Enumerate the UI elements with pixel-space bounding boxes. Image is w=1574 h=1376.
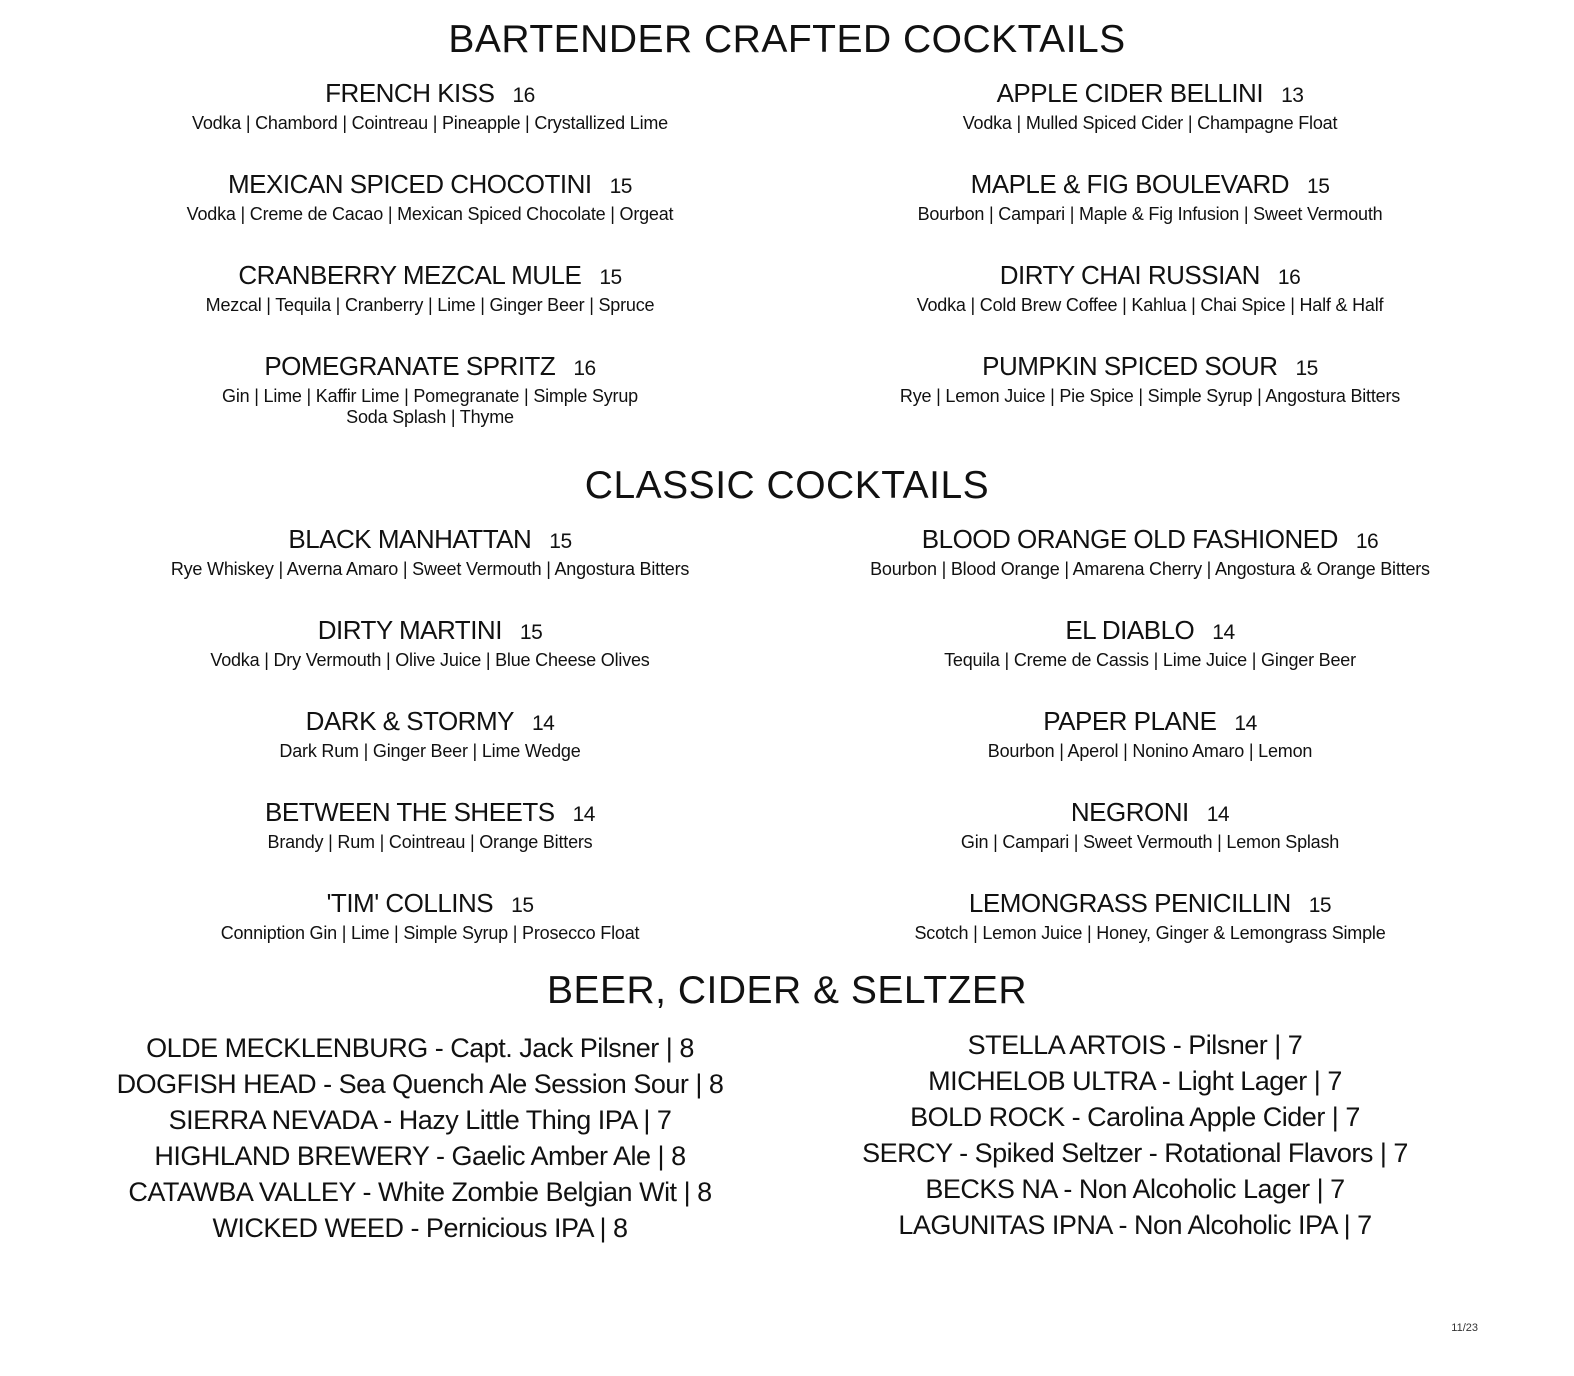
drink-price: 16: [573, 357, 596, 380]
drink-name: DARK & STORMY: [305, 706, 514, 736]
drink-name: BLOOD ORANGE OLD FASHIONED: [921, 524, 1338, 554]
drink-name: DIRTY MARTINI: [317, 615, 502, 645]
drink-ingredients: Rye Whiskey | Averna Amaro | Sweet Vermouth | Angostura Bitters: [170, 559, 690, 579]
drink-price: 16: [512, 84, 535, 107]
drink-item: [800, 524, 1500, 580]
drink-price: 15: [1307, 175, 1330, 198]
drink-item: [800, 169, 1500, 225]
drink-item: [800, 260, 1500, 316]
drink-price: 14: [531, 712, 555, 735]
beer-item: OLDE MECKLENBURG - Capt. Jack Pilsner | 8: [146, 1033, 694, 1063]
drink-title-line: [800, 78, 1500, 111]
crafted-left-column: [80, 78, 780, 438]
drink-name: BLACK MANHATTAN: [288, 524, 532, 554]
beer-section-title: BEER, CIDER & SELTZER: [546, 969, 1028, 1012]
drink-title-line: [800, 615, 1500, 648]
drink-item: [80, 524, 780, 580]
drink-name: POMEGRANATE SPRITZ: [264, 351, 556, 381]
beer-left-list: [50, 1030, 790, 1246]
beer-item: BOLD ROCK - Carolina Apple Cider | 7: [910, 1102, 1360, 1132]
drink-title-line: [800, 351, 1500, 384]
drink-title-line: [80, 78, 780, 111]
drink-item: [800, 615, 1500, 671]
drink-price: 14: [1206, 803, 1230, 826]
classic-right-column: [800, 524, 1500, 954]
drink-price: 16: [1355, 530, 1379, 553]
drink-title-line: [80, 260, 780, 293]
drink-item: [800, 78, 1500, 134]
drink-ingredients: Vodka | Mulled Spiced Cider | Champagne Float: [962, 113, 1338, 133]
drink-item: [80, 888, 780, 944]
drink-title-line: [800, 888, 1500, 921]
menu-date: 11/23: [1451, 1322, 1478, 1334]
beer-item: BECKS NA - Non Alcoholic Lager | 7: [925, 1174, 1345, 1204]
drink-ingredients: Scotch | Lemon Juice | Honey, Ginger & Lemongrass Simple: [914, 923, 1386, 943]
drink-ingredients: Gin | Campari | Sweet Vermouth | Lemon Splash: [960, 832, 1340, 852]
drink-name: BETWEEN THE SHEETS: [265, 797, 555, 827]
drink-item: [800, 797, 1500, 853]
drink-price: 15: [511, 894, 534, 917]
classic-left-column: [80, 524, 780, 954]
drink-ingredients: Mezcal | Tequila | Cranberry | Lime | Ginger Beer | Spruce: [205, 295, 655, 315]
drink-ingredients: Soda Splash | Thyme: [346, 407, 514, 427]
drink-ingredients: Bourbon | Campari | Maple & Fig Infusion | Sweet Vermouth: [917, 204, 1383, 224]
drink-name: MAPLE & FIG BOULEVARD: [970, 169, 1290, 199]
drink-name: MEXICAN SPICED CHOCOTINI: [228, 169, 592, 199]
drink-name: NEGRONI: [1070, 797, 1189, 827]
drink-name: LEMONGRASS PENICILLIN: [968, 888, 1291, 918]
drink-ingredients: Vodka | Chambord | Cointreau | Pineapple | Crystallized Lime: [192, 113, 668, 133]
drink-title-line: [80, 797, 780, 830]
drink-item: [80, 169, 780, 225]
drink-title-line: [800, 260, 1500, 293]
drink-title-line: [80, 169, 780, 202]
drink-price: 16: [1277, 266, 1301, 289]
drink-ingredients: Conniption Gin | Lime | Simple Syrup | Prosecco Float: [220, 923, 640, 943]
drink-ingredients: Bourbon | Aperol | Nonino Amaro | Lemon: [987, 741, 1313, 761]
drink-item: [800, 351, 1500, 407]
drink-ingredients: Tequila | Creme de Cassis | Lime Juice | Ginger Beer: [944, 650, 1356, 670]
drink-ingredients: Bourbon | Blood Orange | Amarena Cherry | Angostura & Orange Bitters: [870, 559, 1430, 579]
drink-name: FRENCH KISS: [325, 78, 495, 108]
drink-name: PUMPKIN SPICED SOUR: [982, 351, 1278, 381]
drink-name: EL DIABLO: [1065, 615, 1195, 645]
drink-item: [80, 706, 780, 762]
crafted-right-column: [800, 78, 1500, 438]
beer-item: DOGFISH HEAD - Sea Quench Ale Session Sour | 8: [116, 1069, 724, 1099]
drink-item: [80, 351, 780, 428]
drink-ingredients: Rye | Lemon Juice | Pie Spice | Simple Syrup | Angostura Bitters: [899, 386, 1401, 406]
drink-price: 15: [609, 175, 632, 198]
drink-ingredients: Gin | Lime | Kaffir Lime | Pomegranate | Simple Syrup: [222, 386, 638, 406]
drink-name: PAPER PLANE: [1043, 706, 1217, 736]
drink-title-line: [80, 351, 780, 384]
drink-title-line: [80, 615, 780, 648]
drink-price: 14: [572, 803, 595, 826]
drink-item: [80, 260, 780, 316]
drink-ingredients: Vodka | Cold Brew Coffee | Kahlua | Chai Spice | Half & Half: [916, 295, 1384, 315]
drink-title-line: [800, 797, 1500, 830]
drink-price: 13: [1281, 84, 1304, 107]
drink-price: 14: [1212, 621, 1235, 644]
drink-price: 15: [1295, 357, 1318, 380]
beer-item: MICHELOB ULTRA - Light Lager | 7: [928, 1066, 1342, 1096]
drink-name: 'TIM' COLLINS: [326, 888, 494, 918]
drink-price: 15: [1308, 894, 1332, 917]
beer-item: STELLA ARTOIS - Pilsner | 7: [967, 1030, 1303, 1060]
beer-right-list: [790, 1027, 1480, 1243]
drink-name: CRANBERRY MEZCAL MULE: [238, 260, 582, 290]
drink-title-line: [800, 524, 1500, 557]
beer-item: SIERRA NEVADA - Hazy Little Thing IPA | 7: [168, 1105, 672, 1135]
drink-ingredients: Dark Rum | Ginger Beer | Lime Wedge: [279, 741, 581, 761]
drink-item: [80, 797, 780, 853]
beer-item: LAGUNITAS IPNA - Non Alcoholic IPA | 7: [898, 1210, 1372, 1240]
drink-name: DIRTY CHAI RUSSIAN: [999, 260, 1260, 290]
drink-item: [800, 888, 1500, 944]
classic-section-title: CLASSIC COCKTAILS: [584, 464, 990, 507]
drink-price: 15: [599, 266, 622, 289]
drink-item: [80, 615, 780, 671]
drink-title-line: [80, 524, 780, 557]
drink-ingredients: Brandy | Rum | Cointreau | Orange Bitters: [267, 832, 593, 852]
drink-item: [800, 706, 1500, 762]
crafted-section-title: BARTENDER CRAFTED COCKTAILS: [448, 18, 1126, 61]
drink-ingredients: Vodka | Creme de Cacao | Mexican Spiced Chocolate | Orgeat: [186, 204, 674, 224]
drink-price: 15: [549, 530, 572, 553]
beer-item: SERCY - Spiked Seltzer - Rotational Flavors | 7: [862, 1138, 1408, 1168]
beer-item: WICKED WEED - Pernicious IPA | 8: [212, 1213, 628, 1243]
drink-title-line: [800, 706, 1500, 739]
drink-ingredients: Vodka | Dry Vermouth | Olive Juice | Blue Cheese Olives: [210, 650, 650, 670]
beer-item: HIGHLAND BREWERY - Gaelic Amber Ale | 8: [154, 1141, 686, 1171]
beer-item: CATAWBA VALLEY - White Zombie Belgian Wit | 8: [128, 1177, 712, 1207]
drink-title-line: [800, 169, 1500, 202]
drink-title-line: [80, 888, 780, 921]
drink-price: 14: [1234, 712, 1257, 735]
drink-item: [80, 78, 780, 134]
drink-price: 15: [519, 621, 543, 644]
drink-title-line: [80, 706, 780, 739]
drink-name: APPLE CIDER BELLINI: [996, 78, 1264, 108]
